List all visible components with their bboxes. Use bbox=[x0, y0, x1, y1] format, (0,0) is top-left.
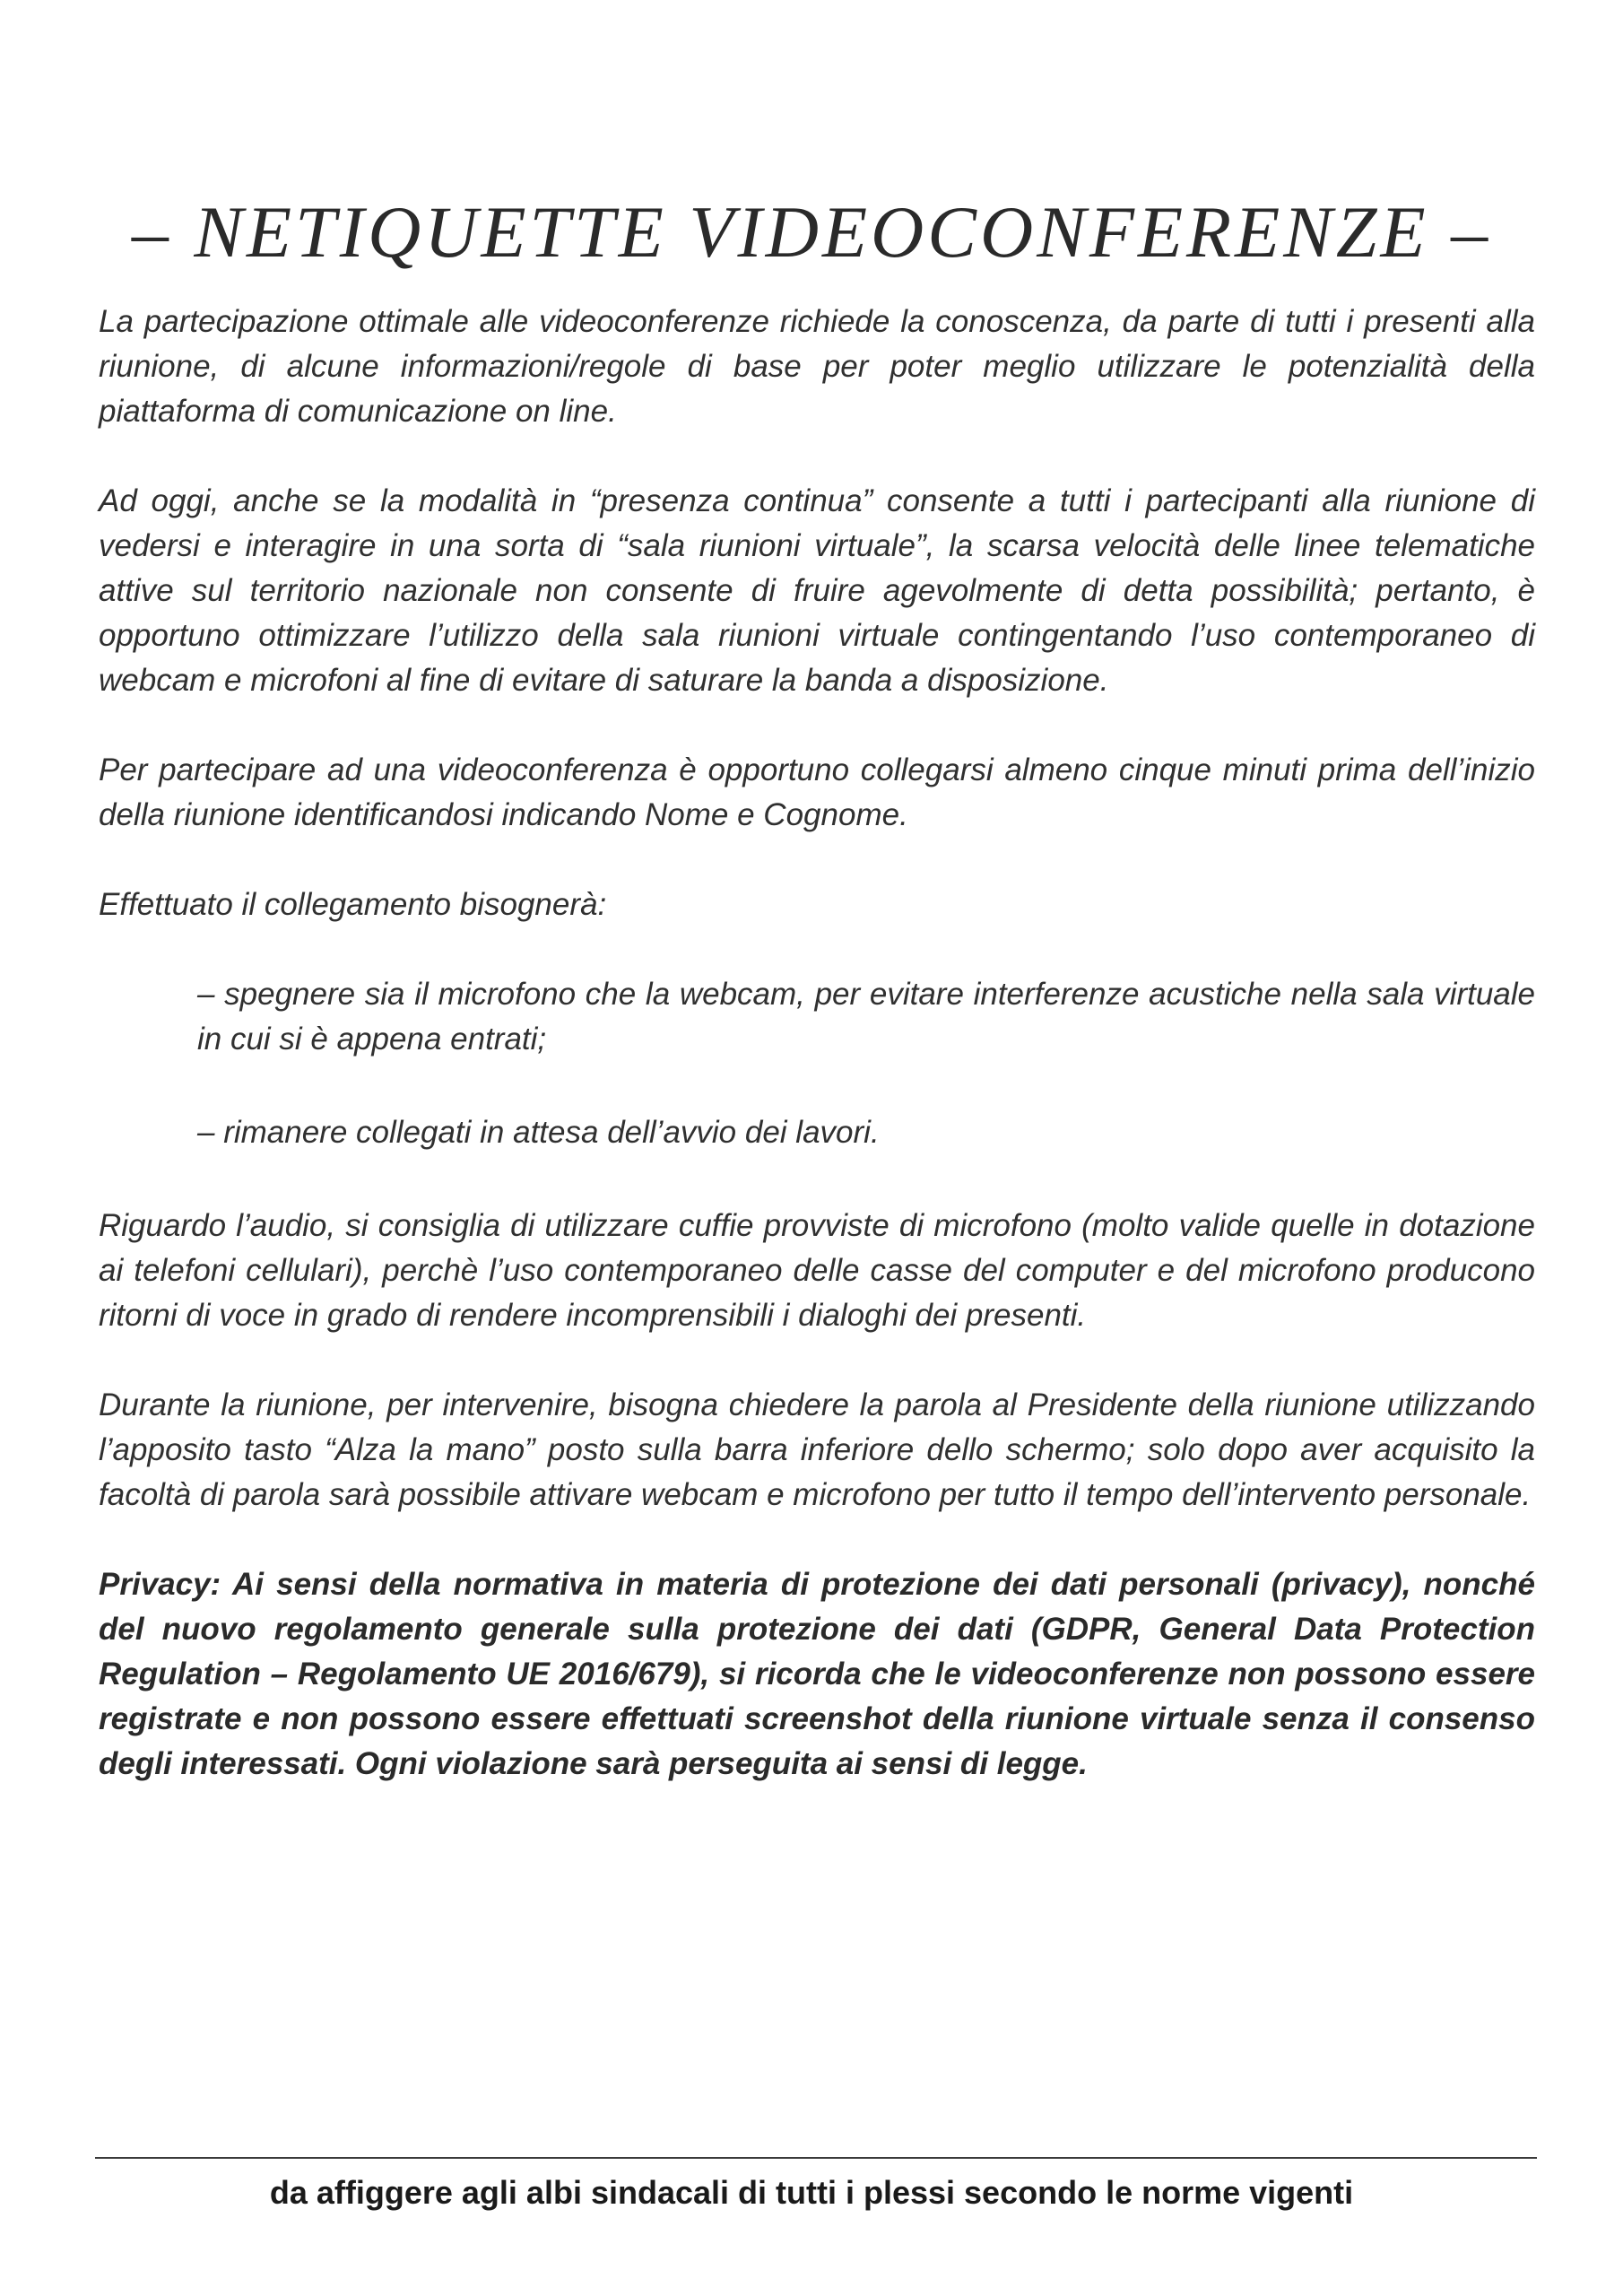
paragraph-speaking: Durante la riunione, per intervenire, bisogna chiedere la parola al Presidente della riunione utilizzando l’apposito tasto “Alza la mano” posto sulla barra inferiore dello schermo; solo dopo aver acquisito la facoltà di parola sarà possibile attivare webcam e microfono per tutto il tempo dell’intervento personale. bbox=[99, 1387, 1535, 1512]
paragraph-audio: Riguardo l’audio, si consiglia di utilizzare cuffie provviste di microfono (molto valide quelle in dotazione ai telefoni cellulari), perchè l’uso contemporaneo delle casse del computer e del microfono producono ritorni di voce in grado di rendere incomprensibili i dialoghi dei presenti. bbox=[99, 1208, 1535, 1333]
list-item-wait: – rimanere collegati in attesa dell’avvio dei lavori. bbox=[197, 1115, 880, 1150]
paragraph-bandwidth: Ad oggi, anche se la modalità in “presenza continua” consente a tutti i partecipanti alla riunione di vedersi e interagire in una sorta di “sala riunioni virtuale”, la scarsa velocità delle linee telematiche attive sul territorio nazionale non consente di fruire agevolmente di detta possibilità; pertanto, è opportuno ottimizzare l’utilizzo della sala riunioni virtuale contingentando l’uso contemporaneo di webcam e microfoni al fine di evitare di saturare la banda a disposizione. bbox=[99, 483, 1535, 698]
document-body bbox=[99, 300, 1535, 1787]
paragraph-privacy: Privacy: Ai sensi della normativa in materia di protezione dei dati personali (privacy), nonché del nuovo regolamento generale sulla protezione dei dati (GDPR, General Data Protection Regulation – Regolamento UE 2016/679), si ricorda che le videoconferenze non possono essere registrate e non possono essere effettuati screenshot della riunione virtuale senza il consenso degli interessati. Ogni violazione sarà perseguita ai sensi di legge. bbox=[99, 1567, 1535, 1781]
paragraph-intro: La partecipazione ottimale alle videoconferenze richiede la conoscenza, da parte di tutti i presenti alla riunione, di alcune informazioni/regole di base per poter meglio utilizzare le potenzialità della piattaforma di comunicazione on line. bbox=[99, 304, 1535, 429]
paragraph-after-connect: Effettuato il collegamento bisognerà: bbox=[99, 887, 607, 922]
footer-note: da affiggere agli albi sindacali di tutti i plessi secondo le norme vigenti bbox=[269, 2174, 1354, 2211]
paragraph-join: Per partecipare ad una videoconferenza è opportuno collegarsi almeno cinque minuti prima dell’inizio della riunione identificandosi indicando Nome e Cognome. bbox=[99, 752, 1535, 832]
list-item-mute: – spegnere sia il microfono che la webcam, per evitare interferenze acustiche nella sala virtuale in cui si è appena entrati; bbox=[197, 977, 1535, 1057]
page-title: – NETIQUETTE VIDEOCONFERENZE – bbox=[131, 191, 1492, 273]
footer-divider bbox=[95, 2157, 1537, 2159]
